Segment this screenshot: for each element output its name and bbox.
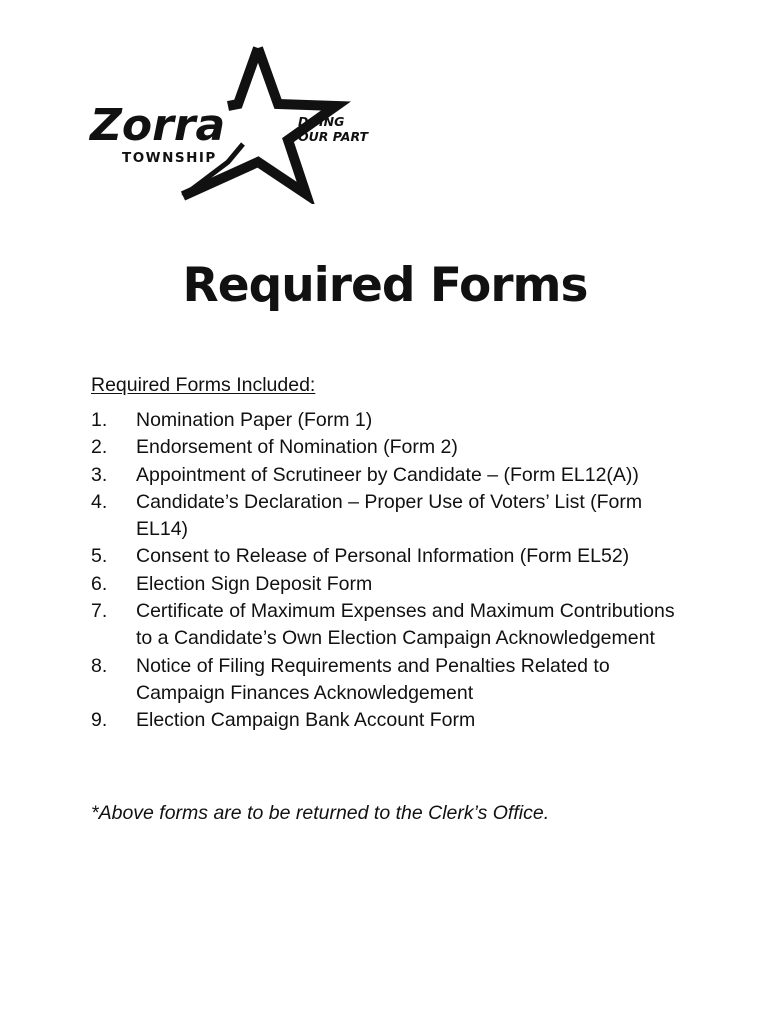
list-item-text: Candidate’s Declaration – Proper Use of Voters’ List (Form EL14)	[136, 490, 643, 541]
page-title: Required Forms	[182, 258, 588, 313]
return-note: *Above forms are to be returned to the Clerk’s Office.	[91, 802, 550, 824]
list-item	[91, 653, 681, 708]
zorra-township-logo	[88, 44, 388, 204]
list-item-text: Election Campaign Bank Account Form	[136, 709, 476, 732]
list-item	[91, 434, 681, 461]
list-item-number: 2.	[91, 436, 108, 459]
list-item	[91, 462, 681, 489]
logo-tagline-line1: DOING	[298, 114, 345, 129]
list-item	[91, 543, 681, 570]
logo-name: Zorra	[90, 100, 226, 151]
list-item	[91, 571, 681, 598]
list-item-text: Notice of Filing Requirements and Penalties Related to Campaign Finances Acknowledgement	[136, 654, 610, 704]
list-item-number: 4.	[91, 490, 108, 513]
list-item	[91, 407, 681, 434]
logo-tagline-line2: OUR PART	[298, 129, 369, 144]
logo-township: TOWNSHIP	[122, 150, 217, 166]
list-item	[91, 489, 681, 544]
list-item-text: Endorsement of Nomination (Form 2)	[136, 436, 458, 459]
list-item-number: 3.	[91, 463, 108, 486]
list-item-number: 8.	[91, 654, 108, 677]
forms-intro: Required Forms Included:	[91, 374, 316, 396]
list-item-number: 7.	[91, 600, 108, 623]
list-item-text: Election Sign Deposit Form	[136, 572, 373, 595]
list-item-number: 9.	[91, 709, 108, 732]
list-item-text: Nomination Paper (Form 1)	[136, 409, 373, 431]
star-icon	[88, 44, 388, 204]
list-item	[91, 707, 681, 734]
list-item-number: 6.	[91, 572, 108, 595]
list-item-number: 1.	[91, 409, 108, 431]
list-item-text: Appointment of Scrutineer by Candidate – (Form EL12(A))	[136, 463, 639, 486]
forms-list	[91, 407, 681, 735]
list-item-text: Certificate of Maximum Expenses and Maximum Contributions to a Candidate’s Own Election Campaign Acknowledgement	[136, 600, 675, 650]
list-item-number: 5.	[91, 545, 108, 568]
list-item-text: Consent to Release of Personal Information (Form EL52)	[136, 545, 630, 568]
list-item	[91, 598, 681, 653]
